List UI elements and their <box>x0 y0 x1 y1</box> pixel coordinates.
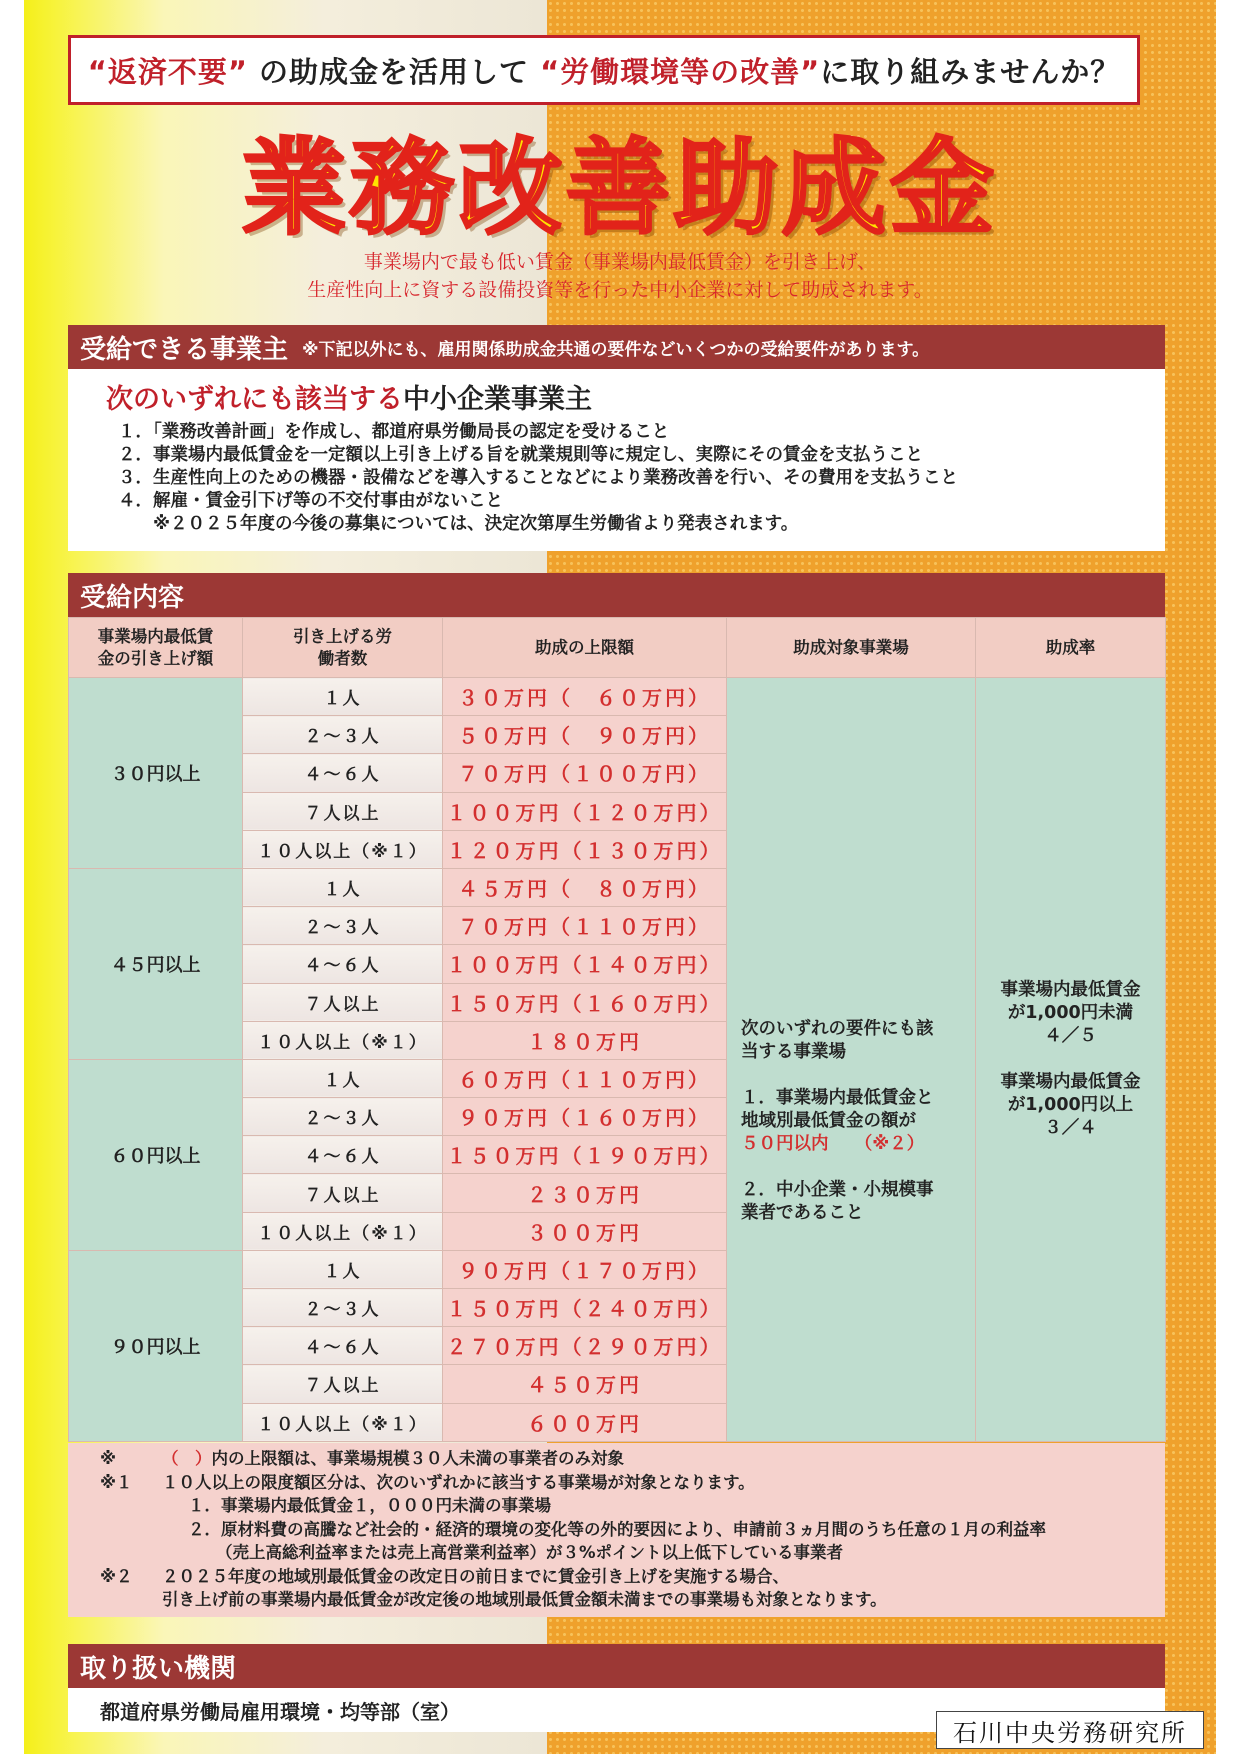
workers-cell: １０人以上（※１） <box>243 1403 443 1441</box>
footnote-2-cont: 引き上げ前の事業場内最低賃金が改定後の地域別最低賃金額未満までの事業場も対象となります。 <box>162 1590 887 1609</box>
workers-cell: １０人以上（※１） <box>243 830 443 868</box>
limit-cell: ６００万円 <box>443 1403 727 1441</box>
workers-cell: ７人以上 <box>243 983 443 1021</box>
limit-cell: １００万円（１４０万円） <box>443 945 727 983</box>
workers-cell: １人 <box>243 678 443 716</box>
rate-text: 事業場内最低賃金 が1,000円未満 ４／５ 事業場内最低賃金 が1,000円以上 ３／４ <box>1000 979 1141 1138</box>
rate-cell <box>976 678 1166 1442</box>
page-title: 業務改善助成金 <box>241 127 998 249</box>
benefits-section-heading <box>68 573 1165 617</box>
eligible-lead-black: 中小企業事業主 <box>403 384 592 415</box>
agency-section-heading <box>68 1644 1165 1688</box>
limit-cell: ４５万円（ ８０万円） <box>443 868 727 906</box>
limit-cell: １５０万円（１９０万円） <box>443 1136 727 1174</box>
limit-cell: ２７０万円（２９０万円） <box>443 1327 727 1365</box>
header-amount: 事業場内最低賃金の引き上げ額 <box>69 618 243 678</box>
workers-cell: ４～６人 <box>243 945 443 983</box>
limit-cell: １８０万円 <box>443 1021 727 1059</box>
limit-cell: ３０万円（ ６０万円） <box>443 678 727 716</box>
target-cell <box>727 678 976 1442</box>
limit-cell: ９０万円（１６０万円） <box>443 1098 727 1136</box>
header-target: 助成対象事業場 <box>727 618 976 678</box>
workers-cell: １人 <box>243 868 443 906</box>
table-row <box>69 678 1166 716</box>
eligible-item-3: ３．生産性向上のための機器・設備などを導入することなどにより業務改善を行い、その費用を支払うこと <box>118 468 958 488</box>
workers-cell: ２～３人 <box>243 1289 443 1327</box>
limit-cell: １５０万円（２４０万円） <box>443 1289 727 1327</box>
workers-cell: ４～６人 <box>243 1327 443 1365</box>
amount-cell: ４５円以上 <box>69 868 243 1059</box>
workers-cell: ２～３人 <box>243 1098 443 1136</box>
limit-cell: １００万円（１２０万円） <box>443 792 727 830</box>
limit-cell: ７０万円（１１０万円） <box>443 907 727 945</box>
footnote-1b: ２．原材料費の高騰など社会的・経済的環境の変化等の外的要因により、申請前３ヵ月間のうち任意の１月の利益率 <box>188 1519 1046 1539</box>
header-rate: 助成率 <box>976 618 1166 678</box>
agency-heading: 取り扱い機関 <box>80 1653 237 1684</box>
eligible-box <box>68 369 1165 551</box>
footnote-1b-cont: （売上高総利益率または売上高営業利益率）が３%ポイント以上低下している事業者 <box>216 1543 844 1562</box>
footnote-1a: １．事業場内最低賃金１，０００円未満の事業場 <box>188 1496 551 1515</box>
subtitle <box>0 248 1240 304</box>
headline-part4: に取り組みませんか？ <box>820 54 1121 89</box>
eligible-lead-red: 次のいずれにも該当する <box>106 384 403 415</box>
subtitle-line-1: 事業場内で最も低い賃金（事業場内最低賃金）を引き上げ、 <box>363 251 877 273</box>
limit-cell: ４５０万円 <box>443 1365 727 1403</box>
eligible-section-heading <box>68 325 1165 369</box>
workers-cell: ７人以上 <box>243 1365 443 1403</box>
agency-name: 都道府県労働局雇用環境・均等部（室） <box>100 1699 460 1724</box>
workers-cell: １０人以上（※１） <box>243 1212 443 1250</box>
headline-part1: “返済不要” <box>87 54 248 89</box>
workers-cell: １０人以上（※１） <box>243 1021 443 1059</box>
headline-part2: の助成金を活用して <box>247 54 541 89</box>
amount-cell: ９０円以上 <box>69 1250 243 1441</box>
amount-cell: ６０円以上 <box>69 1059 243 1250</box>
footnote-0: ※ （ ）内の上限額は、事業場規模３０人未満の事業者のみ対象 <box>100 1449 624 1468</box>
benefits-table <box>68 617 1166 1442</box>
headline-banner <box>68 35 1140 105</box>
workers-cell: ７人以上 <box>243 1174 443 1212</box>
limit-cell: １５０万円（１６０万円） <box>443 983 727 1021</box>
amount-cell: ３０円以上 <box>69 678 243 869</box>
eligible-item-1: １．「業務改善計画」を作成し、都道府県労働局長の認定を受けること <box>118 422 670 442</box>
limit-cell: ６０万円（１１０万円） <box>443 1059 727 1097</box>
workers-cell: ２～３人 <box>243 716 443 754</box>
limit-cell: ９０万円（１７０万円） <box>443 1250 727 1288</box>
header-workers: 引き上げる労働者数 <box>243 618 443 678</box>
eligible-item-2: ２．事業場内最低賃金を一定額以上引き上げる旨を就業規則等に規定し、実際にその賃金を支払うこと <box>118 445 923 465</box>
headline-part3: “労働環境等の改善” <box>540 54 821 89</box>
limit-cell: １２０万円（１３０万円） <box>443 830 727 868</box>
workers-cell: １人 <box>243 1059 443 1097</box>
header-limit: 助成の上限額 <box>443 618 727 678</box>
limit-cell: ７０万円（１００万円） <box>443 754 727 792</box>
eligible-item-4: ４．解雇・賃金引下げ等の不交付事由がないこと <box>118 491 503 511</box>
target-text: 次のいずれの要件にも該 当する事業場 １．事業場内最低賃金と 地域別最低賃金の額が ５０円以内 （※２） ２．中小企業・小規模事 業者であること <box>741 1019 934 1223</box>
workers-cell: １人 <box>243 1250 443 1288</box>
limit-cell: ５０万円（ ９０万円） <box>443 716 727 754</box>
eligible-list <box>118 421 958 536</box>
workers-cell: ７人以上 <box>243 792 443 830</box>
eligible-item-note: ※２０２５年度の今後の募集については、決定次第厚生労働省より発表されます。 <box>118 514 799 534</box>
limit-cell: ２３０万円 <box>443 1174 727 1212</box>
table-header-row <box>69 618 1166 678</box>
limit-cell: ３００万円 <box>443 1212 727 1250</box>
subtitle-line-2: 生産性向上に資する設備投資等を行った中小企業に対して助成されます。 <box>307 279 933 301</box>
eligible-lead <box>106 377 592 416</box>
footnotes <box>68 1443 1165 1617</box>
workers-cell: ２～３人 <box>243 907 443 945</box>
office-stamp: 石川中央労務研究所 <box>936 1711 1204 1749</box>
eligible-heading: 受給できる事業主 <box>80 334 289 365</box>
footnote-1: ※１ １０人以上の限度額区分は、次のいずれかに該当する事業場が対象となります。 <box>100 1472 755 1492</box>
benefits-heading: 受給内容 <box>80 582 185 613</box>
footnote-2: ※２ ２０２５年度の地域別最低賃金の改定日の前日までに賃金引き上げを実施する場合、 <box>100 1566 789 1586</box>
workers-cell: ４～６人 <box>243 1136 443 1174</box>
workers-cell: ４～６人 <box>243 754 443 792</box>
eligible-note: ※下記以外にも、雇用関係助成金共通の要件などいくつかの受給要件があります。 <box>302 339 930 360</box>
